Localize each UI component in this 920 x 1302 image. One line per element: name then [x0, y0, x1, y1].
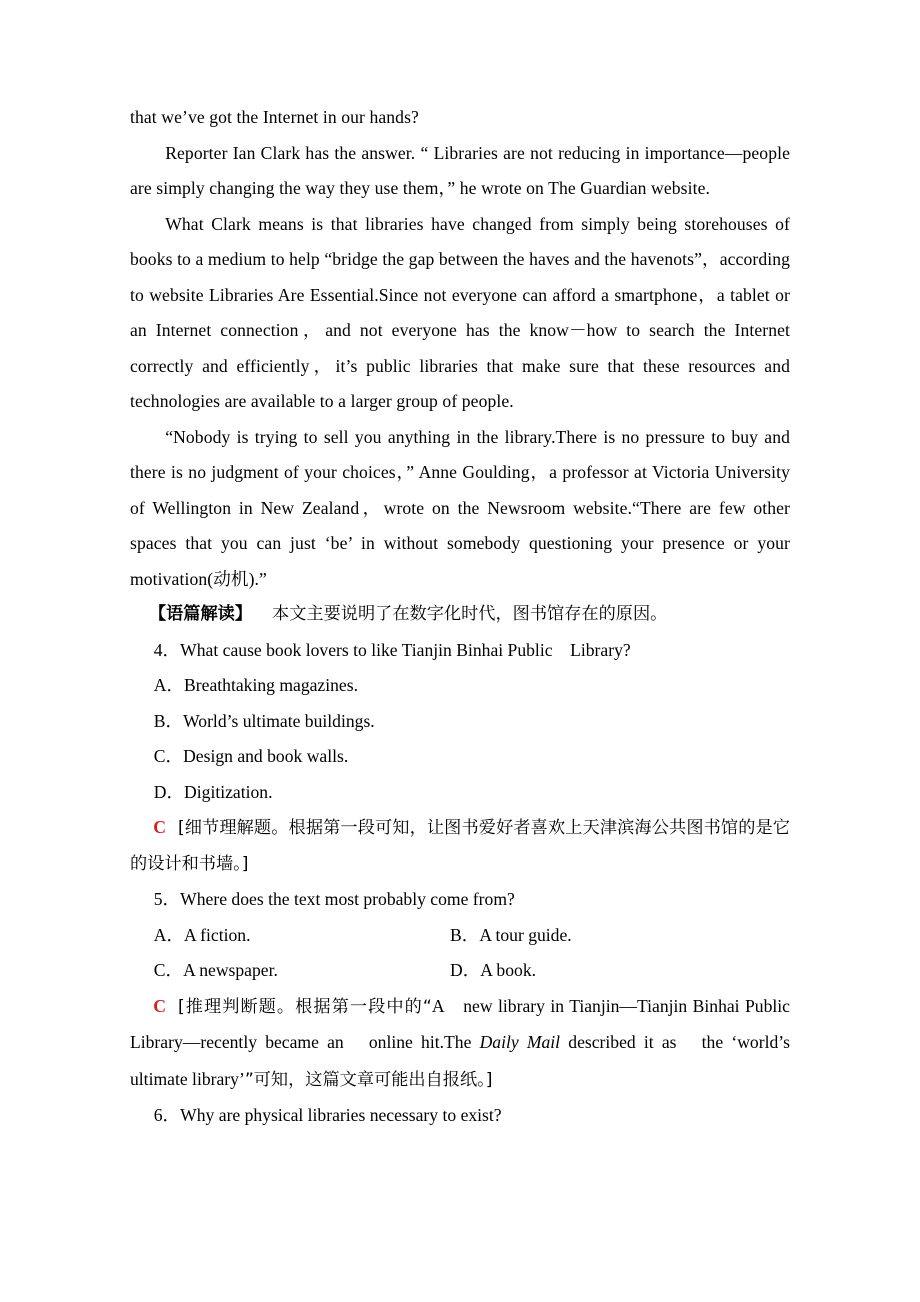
question-5-option-d[interactable]: D．A book.: [450, 960, 537, 980]
question-4-option-c[interactable]: C．Design and book walls.: [153, 746, 349, 766]
question-4-option-d[interactable]: D．Digitization.: [153, 781, 273, 802]
question-4-option-a[interactable]: A．Breathtaking magazines.: [153, 675, 358, 695]
question-5-options-row-1: [130, 918, 790, 954]
question-5-explanation-tail: ”可知，这篇文章可能出自报纸。]: [244, 1069, 493, 1090]
question-4-explanation: [130, 810, 790, 882]
summary-tag: 【语篇解读】: [148, 604, 253, 624]
passage-continued-line: that we’ve got the Internet in our hands?: [130, 107, 419, 127]
question-5-answer-marker: C: [153, 995, 166, 1016]
question-4-stem: [130, 633, 790, 669]
passage-summary: [130, 597, 790, 633]
question-5-option-c[interactable]: C．A newspaper.: [153, 960, 278, 980]
page-content: [130, 100, 790, 1134]
question-5-option-a[interactable]: A．A fiction.: [153, 924, 251, 945]
question-5-option-b[interactable]: B．A tour guide.: [450, 924, 572, 945]
question-4-explanation-text: [细节理解题。根据第一段可知，让图书爱好者喜欢上天津滨海公共图书馆的是它的设计和书墙。]: [130, 818, 790, 874]
passage-paragraph-3: “Nobody is trying to sell you anything in the library.There is no pressure to buy and there is no judgment of your choices，” Anne Goulding，a professor at Victoria University of Wellington in New Zealand，wrote on the Newsroom website.“There are few other spaces that you can just ‘be’ in without somebody questioning your presence or your motivation(动机).”: [130, 426, 790, 589]
question-4-option-b[interactable]: B．World’s ultimate buildings.: [153, 710, 375, 731]
question-5-quote-part-1: A new library in Tianjin—Tianjin Binhai Public Library—recently became an online hit.The: [130, 995, 790, 1052]
question-5-quote-italic-title: Daily Mail: [479, 1032, 561, 1052]
question-5-explanation-lead: [推理判断题。根据第一段中的“: [177, 996, 432, 1017]
passage-paragraph-2: What Clark means is that libraries have changed from simply being storehouses of books to a medium to help “bridge the gap between the haves and the havenots”，according to website Libraries Are Essential.Since not everyone can afford a smartphone，a tablet or an Internet connection，and not everyone has the know－how to search the Internet correctly and efficiently，it’s public libraries that make sure that these resources and technologies are available to a larger group of people.: [130, 213, 790, 411]
question-6-text: Why are physical libraries necessary to exist?: [180, 1105, 502, 1125]
question-4-answer-marker: C: [153, 817, 166, 837]
question-6-stem: [130, 1098, 790, 1134]
question-5-quote-part-2: described it as the ‘world’s ultimate library’: [130, 1032, 790, 1089]
question-4-text: What cause book lovers to like Tianjin Binhai Public Library?: [180, 639, 631, 660]
question-6-number: 6．: [153, 1105, 181, 1125]
question-5-number: 5．: [153, 889, 181, 909]
question-5-explanation: [130, 989, 790, 1099]
question-5-options-row-2: [130, 953, 790, 989]
passage-paragraph-1: Reporter Ian Clark has the answer. “ Libraries are not reducing in importance—people are simply changing the way they use them，” he wrote on The Guardian website.: [130, 142, 790, 198]
summary-text: 本文主要说明了在数字化时代，图书馆存在的原因。: [272, 604, 668, 624]
question-5-stem: [130, 882, 790, 918]
question-5-text: Where does the text most probably come from?: [180, 889, 515, 909]
question-4-number: 4．: [153, 639, 181, 660]
